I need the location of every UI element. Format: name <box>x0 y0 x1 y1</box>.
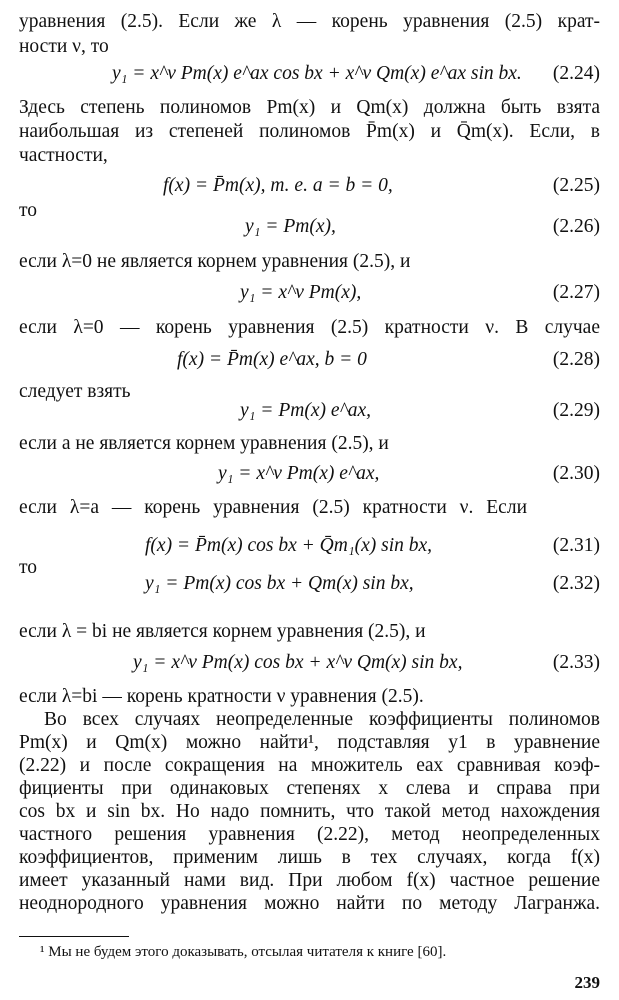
text-line: коэффициентов, применим лишь в тех случаях, когда f(x) <box>19 847 600 868</box>
text-line: наибольшая из степеней полиномов P̄m(x) и Q̄m(x). Если, в <box>19 121 600 142</box>
equation: y₁ = Pm(x) e^ax, <box>240 400 372 421</box>
equation-number: (2.32) <box>552 573 600 594</box>
text-line: ности ν, то <box>19 36 109 57</box>
text-line: cos bx и sin bx. Но надо помнить, что такой метод нахождения <box>19 801 600 822</box>
text-line: частности, <box>19 145 108 166</box>
text-line: Во всех случаях неопределенные коэффициенты полиномов <box>44 709 600 730</box>
page-number: 239 <box>574 973 600 992</box>
text-line: имеет указанный нами вид. При любом f(x) частное решение <box>19 870 600 891</box>
equation-number: (2.30) <box>552 463 600 484</box>
equation-number: (2.26) <box>552 216 600 237</box>
text-line: следует взять <box>19 381 131 402</box>
equation-number: (2.27) <box>552 282 600 303</box>
text-line: если λ=bi — корень кратности ν уравнения (2.5). <box>19 686 424 707</box>
text-line: то <box>19 200 38 221</box>
equation: y₁ = x^ν Pm(x), <box>240 282 362 303</box>
equation-number: (2.28) <box>552 349 600 370</box>
text-line: если λ=a — корень уравнения (2.5) кратности ν. Если <box>19 497 527 518</box>
equation-number: (2.24) <box>552 63 600 84</box>
text-line: то <box>19 557 38 578</box>
text-line: если a не является корнем уравнения (2.5), и <box>19 433 389 454</box>
text-line: неоднородного уравнения можно найти по методу Лагранжа. <box>19 893 600 914</box>
equation-number: (2.25) <box>552 175 600 196</box>
text-line: Pm(x) и Qm(x) можно найти¹, подставляя y1 в уравнение <box>19 732 600 753</box>
footnote-rule <box>19 936 129 937</box>
equation: y₁ = Pm(x) cos bx + Qm(x) sin bx, <box>145 573 414 594</box>
equation: f(x) = P̄m(x) cos bx + Q̄m₁(x) sin bx, <box>145 535 433 556</box>
footnote: ¹ Мы не будем этого доказывать, отсылая читателя к книге [60]. <box>40 944 447 960</box>
text-line: если λ=0 не является корнем уравнения (2.5), и <box>19 251 411 272</box>
text-line: уравнения (2.5). Если же λ — корень уравнения (2.5) крат- <box>19 11 600 32</box>
equation-number: (2.29) <box>552 400 600 421</box>
equation-number: (2.33) <box>552 652 600 673</box>
equation: f(x) = P̄m(x) e^ax, b = 0 <box>177 349 367 370</box>
text-line: если λ = bi не является корнем уравнения (2.5), и <box>19 621 426 642</box>
equation: y₁ = x^ν Pm(x) e^ax cos bx + x^ν Qm(x) e^ax sin bx. <box>112 63 522 84</box>
text-line: (2.22) и после сокращения на множитель eax сравнивая коэф- <box>19 755 600 776</box>
text-line: фициенты при одинаковых степенях x слева и справа при <box>19 778 600 799</box>
equation: y₁ = x^ν Pm(x) cos bx + x^ν Qm(x) sin bx, <box>133 652 463 673</box>
text-line: если λ=0 — корень уравнения (2.5) кратности ν. В случае <box>19 317 600 338</box>
equation: y₁ = Pm(x), <box>245 216 336 237</box>
text-line: Здесь степень полиномов Pm(x) и Qm(x) должна быть взята <box>19 97 600 118</box>
text-line: частного решения уравнения (2.22), метод неопределенных <box>19 824 600 845</box>
equation-number: (2.31) <box>552 535 600 556</box>
equation: f(x) = P̄m(x), т. е. a = b = 0, <box>163 175 393 196</box>
equation: y₁ = x^ν Pm(x) e^ax, <box>218 463 380 484</box>
